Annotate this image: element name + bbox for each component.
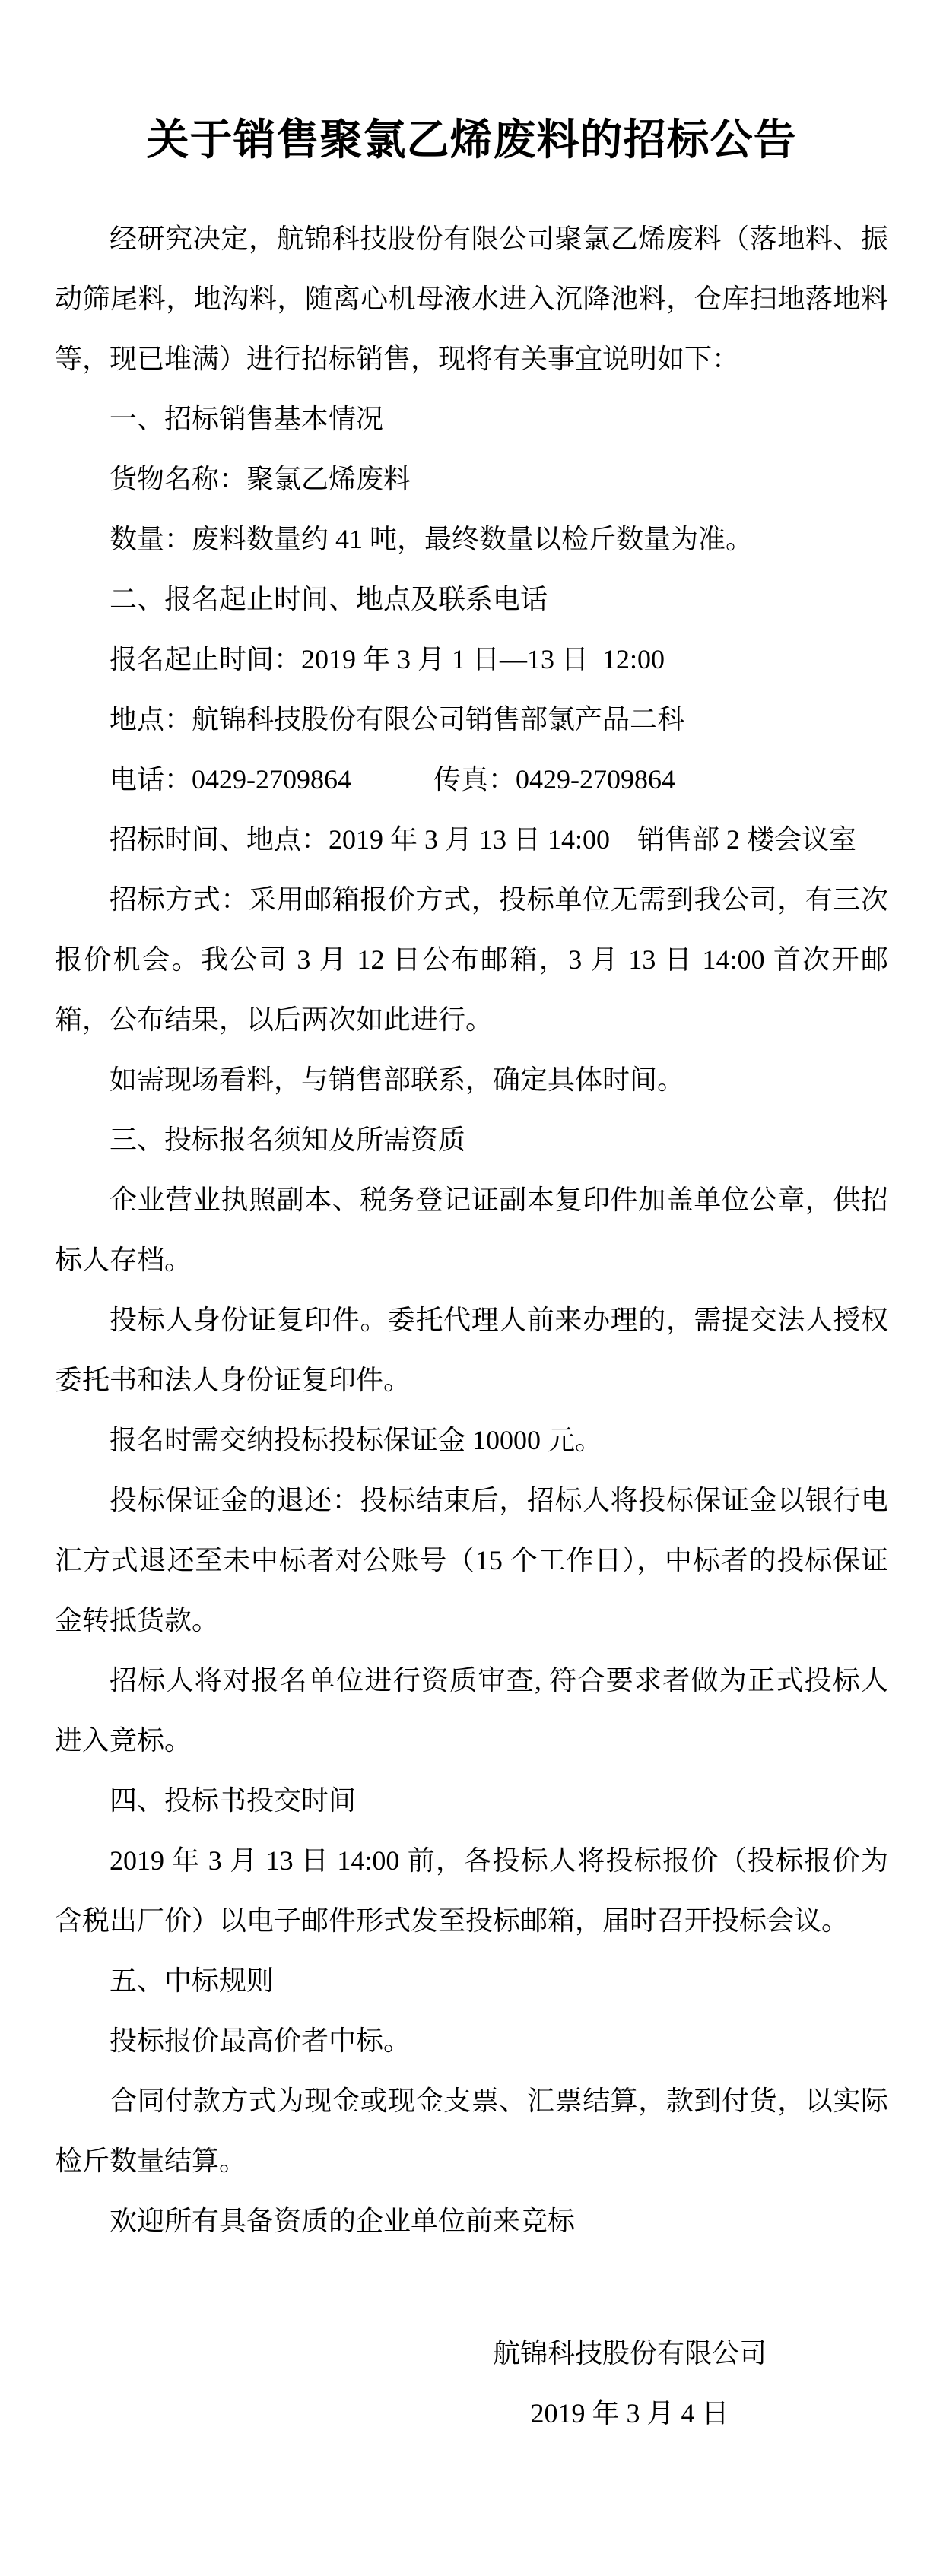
paragraph: 四、投标书投交时间 [110, 1784, 357, 1816]
paragraph: 欢迎所有具备资质的企业单位前来竞标 [110, 2205, 576, 2236]
paragraph: 一、招标销售基本情况 [110, 403, 384, 434]
paragraph: 合同付款方式为现金或现金支票、汇票结算，款到付货，以实际检斤数量结算。 [55, 2085, 888, 2176]
paragraph: 如需现场看料，与销售部联系，确定具体时间。 [110, 1064, 685, 1095]
document-body [55, 209, 888, 2251]
paragraph: 企业营业执照副本、税务登记证副本复印件加盖单位公章，供招标人存档。 [55, 1184, 888, 1275]
paragraph: 招标时间、地点：2019 年 3 月 13 日 14:00 销售部 2 楼会议室 [110, 823, 857, 855]
paragraph: 投标人身份证复印件。委托代理人前来办理的，需提交法人授权委托书和法人身份证复印件。 [55, 1304, 888, 1395]
paragraph: 招标方式：采用邮箱报价方式，投标单位无需到我公司，有三次报价机会。我公司 3 月 12 日公布邮箱，3 月 13 日 14:00 首次开邮箱，公布结果，以后两次如此进行。 [55, 884, 888, 1035]
signature-company: 航锦科技股份有限公司 [492, 2337, 767, 2368]
signature-block [493, 2324, 767, 2444]
paragraph: 投标报价最高价者中标。 [110, 2025, 411, 2056]
paragraph: 数量：废料数量约 41 吨，最终数量以检斤数量为准。 [110, 523, 754, 554]
paragraph: 电话：0429-2709864 传真：0429-2709864 [110, 763, 675, 795]
paragraph: 报名起止时间：2019 年 3 月 1 日—13 日 12:00 [110, 643, 665, 674]
paragraph: 2019 年 3 月 13 日 14:00 前，各投标人将投标报价（投标报价为含税出厂价）以电子邮件形式发至投标邮箱，届时召开投标会议。 [55, 1845, 888, 1936]
paragraph: 三、投标报名须知及所需资质 [110, 1124, 466, 1155]
paragraph: 报名时需交纳投标投标保证金 10000 元。 [110, 1424, 603, 1455]
paragraph: 地点：航锦科技股份有限公司销售部氯产品二科 [110, 703, 685, 734]
page-title: 关于销售聚氯乙烯废料的招标公告 [146, 117, 797, 164]
paragraph: 五、中标规则 [110, 1965, 275, 1996]
paragraph: 经研究决定，航锦科技股份有限公司聚氯乙烯废料（落地料、振动筛尾料，地沟料，随离心机母液水进入沉降池料，仓库扫地落地料等，现已堆满）进行招标销售，现将有关事宜说明如下： [55, 223, 888, 374]
signature-date: 2019 年 3 月 4 日 [530, 2397, 729, 2428]
paragraph: 货物名称：聚氯乙烯废料 [110, 463, 411, 494]
paragraph: 投标保证金的退还：投标结束后，招标人将投标保证金以银行电汇方式退还至未中标者对公账号（15 个工作日），中标者的投标保证金转抵货款。 [55, 1484, 888, 1635]
paragraph: 二、报名起止时间、地点及联系电话 [110, 583, 548, 614]
paragraph: 招标人将对报名单位进行资质审查, 符合要求者做为正式投标人进入竞标。 [55, 1664, 888, 1756]
